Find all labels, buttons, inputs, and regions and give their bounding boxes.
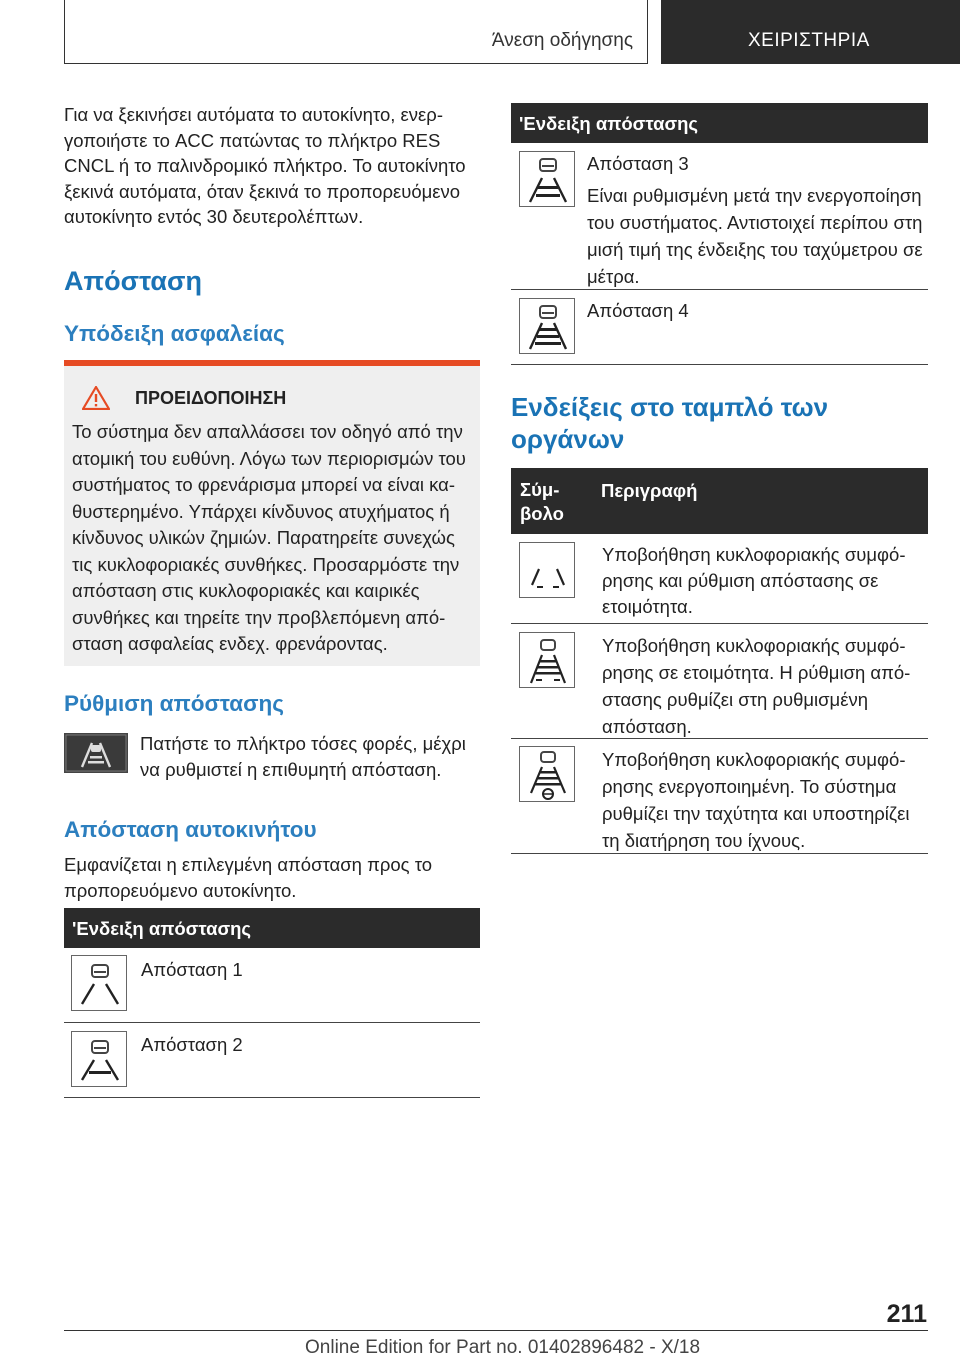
header-section-box: [64, 0, 648, 64]
distance-4-title: Απόσταση 4: [587, 300, 689, 321]
section-heading-distance: Απόσταση: [64, 266, 202, 296]
header-chapter-title: ΧΕΙΡΙΣΤΗΡΙΑ: [748, 30, 870, 51]
adjust-distance-heading: Ρύθμιση απόστασης: [64, 691, 284, 716]
footer-divider: [64, 1330, 928, 1331]
left-table-header: 'Ενδειξη απόστασης: [64, 908, 480, 948]
row-divider: [511, 289, 928, 290]
row-divider: [64, 1097, 480, 1098]
row-divider: [511, 364, 928, 365]
distance-3-text: Είναι ρυθμισμένη μετά την ενεργοποίηση του συστήματος. Αντιστοιχεί περίπου στη μισή τιμή της ένδειξης του ταχύμετρου σε μέτρα.: [587, 185, 923, 287]
distance-1-icon: [71, 955, 127, 1011]
symbol-table-header: [511, 468, 928, 534]
car-distance-heading: Απόσταση αυτοκινήτου: [64, 817, 317, 842]
instrument-cluster-heading: Ενδείξεις στο ταμπλό των οργάνων: [511, 392, 829, 454]
row-divider: [511, 623, 928, 624]
distance-4-icon: [519, 298, 575, 354]
row-divider: [64, 1022, 480, 1023]
distance-2-text: Απόσταση 2: [141, 1034, 243, 1055]
header-chapter-box: [661, 0, 960, 64]
row-divider: [511, 738, 928, 739]
steering-assist-active-icon: [519, 746, 575, 802]
symbol-row-3-text: Υποβοήθηση κυκλοφοριακής συμφόρησης ενεργοποιημένη. Το σύστημα ρυθμίζει την ταχύτητα και υποστηρίζει τη διατήρηση του ίχνους.: [602, 749, 910, 851]
symbol-column-header: Σύμβολο: [520, 479, 564, 524]
right-table-header: 'Ενδειξη απόστασης: [511, 103, 928, 143]
distance-3-icon: [519, 151, 575, 207]
distance-3-title: Απόσταση 3: [587, 153, 689, 174]
warning-text: Το σύστημα δεν απαλλάσσει τον οδηγό από την ατομική του ευθύνη. Λόγω των περιορισμών του συστήματος το φρενάρισμα μπορεί να είναι καθυστερημένο. Υπάρχει κίνδυνος ατυχήματος ή κίνδυνος υλικών ζημιών. Παρατηρείτε συνεχώς τις κυκλοφοριακές συνθήκες. Προσαρμόστε την απόσταση στις κυκλοφοριακές και καιρικές συνθήκες και τηρείτε την προβλεπόμενη απόσταση ασφαλείας ενδεχ. φρενάροντας.: [72, 421, 466, 654]
distance-2-icon: [71, 1031, 127, 1087]
distance-button-icon: [64, 733, 128, 773]
intro-paragraph: Για να ξεκινήσει αυτόματα το αυτοκίνητο, ενεργοποιήστε το ACC πατώντας το πλήκτρο RES CNCL ή το παλινδρομικό πλήκτρο. Το αυτοκίνητο ξεκινά αυτόματα, όταν ξεκινά το προπορευόμενο αυτοκίνητο εντός 30 δευτερολέπτων.: [64, 104, 466, 227]
safety-heading: Υπόδειξη ασφαλείας: [64, 321, 285, 346]
footer-edition: Online Edition for Part no. 01402896482 - X/18: [305, 1337, 701, 1358]
lane-lines-icon: [519, 542, 575, 598]
warning-title: ΠΡΟΕΙΔΟΠΟΙΗΣΗ: [135, 388, 287, 408]
description-column-header: Περιγραφή: [601, 480, 698, 501]
adjust-distance-text: Πατήστε το πλήκτρο τόσες φορές, μέχρι να ρυθμιστεί η επιθυμητή απόσταση.: [140, 733, 466, 780]
page-number: 211: [886, 1300, 927, 1328]
car-distance-text: Εμφανίζεται η επιλεγμένη απόσταση προς το προπορευόμενο αυτοκίνητο.: [64, 854, 433, 901]
distance-1-text: Απόσταση 1: [141, 959, 243, 980]
header-section-title: Άνεση οδήγησης: [491, 30, 633, 51]
symbol-row-2-text: Υποβοήθηση κυκλοφοριακής συμφόρησης σε ετοιμότητα. Η ρύθμιση απόστασης ρυθμίζει στη ρυθμισμένη απόσταση.: [602, 635, 911, 737]
car-distance-ready-icon: [519, 632, 575, 688]
row-divider: [511, 853, 928, 854]
warning-triangle-icon: [82, 386, 110, 410]
warning-box: [64, 366, 480, 666]
symbol-row-1-text: Υποβοήθηση κυκλοφοριακής συμφόρησης και ρύθμιση απόστασης σε ετοιμότητα.: [602, 544, 906, 617]
